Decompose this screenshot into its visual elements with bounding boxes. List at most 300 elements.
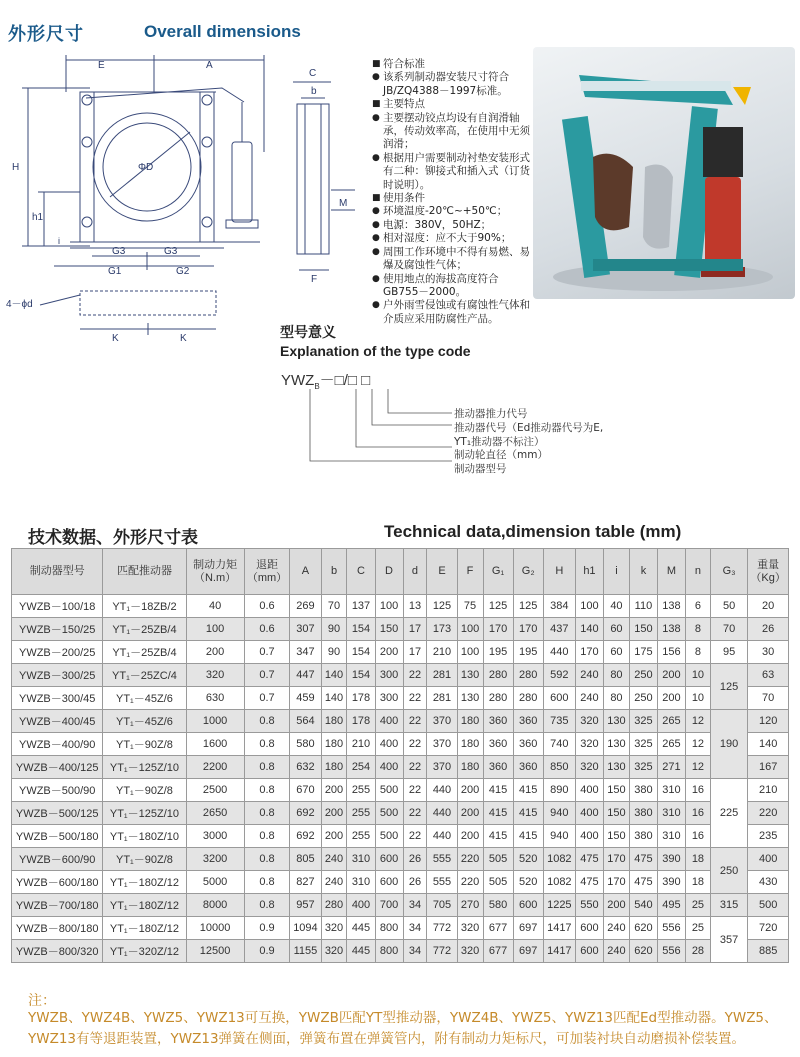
table-cell: YT₁－90Z/8 [103,779,186,802]
table-cell: YWZB－500/180 [12,825,103,848]
table-cell: 270 [457,894,483,917]
table-cell: 384 [543,595,575,618]
table-cell: 415 [513,802,543,825]
table-cell: YT₁－45Z/6 [103,710,186,733]
dim-G1-label: G1 [108,266,122,277]
table-cell: 60 [603,618,629,641]
note-text: YWZB、YWZ4B、YWZ5、YWZ13可互换，YWZB匹配YT型推动器，YWZ4B、YWZ5、YWZ13匹配Ed型推动器。YWZ5、YWZ13有等退距装置，YWZ13弹簧在侧面，弹簧布置在弹簧管内，附有制动力矩标尺，可加装衬块自动磨损补偿装置。 [28,1010,778,1047]
feature-item [372,219,532,232]
table-cell: 178 [347,710,375,733]
table-cell: 0.7 [244,687,290,710]
table-row [12,825,789,848]
table-cell: 195 [483,641,513,664]
feature-text: 电源：380V，50HZ； [383,218,492,231]
table-cell: YWZB－600/180 [12,871,103,894]
table-cell: 0.8 [244,894,290,917]
features-list [372,58,532,326]
table-cell: 26 [748,618,789,641]
column-header: A [290,549,321,595]
table-cell: YWZB－400/125 [12,756,103,779]
table-cell: 180 [321,733,347,756]
table-cell: 307 [290,618,321,641]
table-cell: 1094 [290,917,321,940]
table-cell: 600 [375,848,403,871]
table-cell: 495 [657,894,685,917]
table-cell: 475 [629,871,657,894]
feature-text: 环境温度-20℃~+50℃； [383,205,508,218]
bullet-icon: ■ [372,193,381,204]
table-cell: 700 [375,894,403,917]
table-cell: YT₁－180Z/10 [103,825,186,848]
table-cell: 630 [186,687,244,710]
table-cell: 180 [321,710,347,733]
feature-item [372,192,532,205]
table-cell: 445 [347,917,375,940]
table-cell: 150 [603,779,629,802]
table-cell: 125 [513,595,543,618]
table-cell: 1417 [543,917,575,940]
table-cell: YT₁－90Z/8 [103,848,186,871]
table-cell: 380 [629,825,657,848]
table-cell: 440 [543,641,575,664]
table-cell: 269 [290,595,321,618]
table-row [12,894,789,917]
column-header: d [403,549,427,595]
table-cell: 156 [657,641,685,664]
table-cell: 580 [290,733,321,756]
dim-G3-right-label: G3 [164,246,178,257]
table-cell: 265 [657,733,685,756]
table-cell: 692 [290,802,321,825]
table-cell: 130 [457,687,483,710]
table-cell: 320 [575,710,603,733]
column-header: 退距 （mm） [244,549,290,595]
table-cell: YT₁－125Z/10 [103,756,186,779]
table-cell: 34 [403,940,427,963]
table-cell: 735 [543,710,575,733]
table-cell: YT₁－18ZB/2 [103,595,186,618]
table-cell-g3: 95 [710,641,747,664]
table-cell: 254 [347,756,375,779]
table-cell: 200 [657,664,685,687]
table-cell: 17 [403,618,427,641]
table-cell: 200 [375,641,403,664]
feature-text: 相对湿度：应不大于90%； [383,232,512,245]
table-cell: 580 [483,894,513,917]
bullet-icon: ● [372,219,380,230]
table-cell-g3: 315 [710,894,747,917]
column-header: E [427,549,457,595]
bullet-icon: ● [372,152,380,163]
table-cell: 12 [685,733,710,756]
table-cell: 720 [748,917,789,940]
table-cell: YWZB－700/180 [12,894,103,917]
table-cell: 800 [375,917,403,940]
table-cell: 850 [543,756,575,779]
note-title: 注： [28,993,56,1009]
table-cell: 12 [685,756,710,779]
table-cell: 28 [685,940,710,963]
table-cell: 255 [347,802,375,825]
table-cell: 12500 [186,940,244,963]
table-cell: 10000 [186,917,244,940]
table-cell: 705 [427,894,457,917]
table-row [12,618,789,641]
table-cell: 697 [513,940,543,963]
table-cell: 415 [513,779,543,802]
feature-text: 使用条件 [383,192,425,205]
table-row [12,664,789,687]
table-cell-g3: 125 [710,664,747,710]
table-cell: 150 [603,802,629,825]
dim-phiD-label: ΦD [138,162,154,173]
table-cell: 70 [321,595,347,618]
table-cell: 13 [403,595,427,618]
table-cell: 0.8 [244,825,290,848]
table-cell: 22 [403,664,427,687]
table-cell: 0.6 [244,595,290,618]
table-cell: 0.8 [244,779,290,802]
table-cell: 25 [685,894,710,917]
table-cell: 63 [748,664,789,687]
table-cell: YWZB－300/25 [12,664,103,687]
table-cell: 0.9 [244,940,290,963]
table-cell: 25 [685,917,710,940]
table-cell: 540 [629,894,657,917]
table-cell: 75 [457,595,483,618]
table-cell: 475 [629,848,657,871]
table-cell: 34 [403,894,427,917]
column-header: 匹配推动器 [103,549,186,595]
side-view-drawing [285,60,365,290]
table-row [12,756,789,779]
table-cell: 800 [375,940,403,963]
table-cell: 255 [347,779,375,802]
table-cell: 200 [186,641,244,664]
feature-text: 符合标准 [383,58,425,70]
table-cell: 220 [748,802,789,825]
table-cell: 957 [290,894,321,917]
table-cell: 300 [375,664,403,687]
table-cell: 200 [321,779,347,802]
table-cell: 265 [657,710,685,733]
table-cell: 100 [375,595,403,618]
table-cell: 240 [321,871,347,894]
table-cell: YT₁－320Z/12 [103,940,186,963]
table-cell: 440 [427,825,457,848]
table-cell: 1155 [290,940,321,963]
table-cell: 200 [321,825,347,848]
table-cell: 320 [575,756,603,779]
table-cell-g3: 50 [710,595,747,618]
table-cell: 16 [685,802,710,825]
table-cell: YT₁－25ZC/4 [103,664,186,687]
table-cell: 320 [321,940,347,963]
dim-C-label: C [309,68,317,79]
table-cell: YT₁－180Z/12 [103,871,186,894]
table-row [12,917,789,940]
table-cell: 3000 [186,825,244,848]
table-cell: 173 [427,618,457,641]
table-cell: 138 [657,595,685,618]
table-cell: YWZB－400/45 [12,710,103,733]
table-row [12,848,789,871]
table-cell: 170 [603,848,629,871]
dim-H-label: H [12,162,20,173]
table-cell: 437 [543,618,575,641]
table-cell: 22 [403,733,427,756]
table-cell: YWZB－600/90 [12,848,103,871]
table-cell: 310 [347,871,375,894]
table-cell: 620 [629,917,657,940]
table-cell: 18 [685,848,710,871]
feature-item [372,299,532,326]
table-cell: 280 [483,687,513,710]
table-cell: 210 [748,779,789,802]
table-cell: 167 [748,756,789,779]
table-cell: 555 [427,871,457,894]
table-cell: 154 [347,618,375,641]
feature-text: 主要特点 [383,98,425,111]
table-cell: 90 [321,618,347,641]
table-cell: 240 [575,664,603,687]
table-cell: 22 [403,779,427,802]
table-cell: 120 [748,710,789,733]
table-cell: 592 [543,664,575,687]
table-cell: 150 [603,825,629,848]
table-cell: 440 [427,779,457,802]
table-cell: 692 [290,825,321,848]
table-cell: 555 [427,848,457,871]
table-cell: YWZB－800/320 [12,940,103,963]
table-cell: 360 [483,733,513,756]
column-header: C [347,549,375,595]
table-cell: 125 [427,595,457,618]
table-cell: 200 [457,825,483,848]
table-cell: 130 [603,710,629,733]
table-cell: 16 [685,825,710,848]
table-cell: YT₁－125Z/10 [103,802,186,825]
table-cell: 370 [427,733,457,756]
table-cell: 415 [483,802,513,825]
section-title-en: Overall dimensions [144,22,301,41]
table-row [12,641,789,664]
table-cell: 2500 [186,779,244,802]
column-header: 重量 （Kg） [748,549,789,595]
table-cell: 235 [748,825,789,848]
table-cell: 0.8 [244,848,290,871]
dim-G3-left-label: G3 [112,246,126,257]
front-view-drawing [0,52,270,292]
product-photo [533,47,795,299]
feature-item [372,98,532,111]
table-cell: 1082 [543,871,575,894]
table-cell: 1225 [543,894,575,917]
table-cell: 154 [347,641,375,664]
table-cell: 170 [483,618,513,641]
dim-K-right-label: K [180,333,187,344]
table-cell: 0.7 [244,664,290,687]
table-cell: 280 [483,664,513,687]
table-cell: 280 [321,894,347,917]
table-cell: 137 [347,595,375,618]
table-cell: 100 [575,595,603,618]
table-cell: 400 [575,779,603,802]
table-cell: 320 [186,664,244,687]
table-cell: 400 [375,756,403,779]
type-code-label-2: 推动器代号（Ed推动器代号为E, [454,422,604,434]
column-header: 制动力矩 （N.m） [186,549,244,595]
column-header: M [657,549,685,595]
table-cell: 281 [427,687,457,710]
table-cell: 200 [457,779,483,802]
table-cell: 22 [403,710,427,733]
table-row [12,871,789,894]
table-cell: 100 [186,618,244,641]
base-plate-drawing [0,285,240,345]
table-cell: 80 [603,687,629,710]
table-cell: 677 [483,917,513,940]
bullet-icon: ● [372,112,380,123]
table-cell: 140 [321,664,347,687]
feature-item [372,246,532,273]
feature-item [372,112,532,152]
type-code-label-1: 推动器推力代号 [454,408,528,420]
dim-4phid-label: 4－ϕd [6,299,33,310]
bullet-icon: ● [372,72,380,83]
feature-text: 周围工作环境中不得有易燃、易爆及腐蚀性气体； [383,245,530,272]
table-cell: 210 [427,641,457,664]
table-cell: 400 [375,733,403,756]
bullet-icon: ● [372,273,380,284]
dim-M-label: M [339,198,348,209]
table-cell: YT₁－90Z/8 [103,733,186,756]
bullet-icon: ■ [372,99,381,110]
table-cell: 550 [575,894,603,917]
section-title-cn: 外形尺寸 [8,24,84,45]
table-cell: 70 [748,687,789,710]
table-cell: 310 [657,779,685,802]
table-cell: YT₁－45Z/6 [103,687,186,710]
table-cell: 0.9 [244,917,290,940]
table-cell: 110 [629,595,657,618]
feature-text: 使用地点的海拔高度符合GB755－2000。 [383,272,499,298]
feature-text: 户外雨雪侵蚀或有腐蚀性气体和介质应采用防腐性产品。 [383,299,530,325]
dim-K-left-label: K [112,333,119,344]
table-cell: 320 [457,917,483,940]
table-cell: 1600 [186,733,244,756]
table-cell: 22 [403,802,427,825]
table-cell: 600 [513,894,543,917]
table-cell: YWZB－300/45 [12,687,103,710]
table-cell: 280 [513,664,543,687]
column-header: G₂ [513,549,543,595]
table-cell: 600 [375,871,403,894]
table-cell: 0.7 [244,641,290,664]
table-cell-g3: 190 [710,710,747,779]
feature-item [372,152,532,192]
column-header: D [375,549,403,595]
table-cell: 520 [513,848,543,871]
table-cell: 195 [513,641,543,664]
table-cell: 34 [403,917,427,940]
type-code-sub: B [314,382,320,391]
table-cell: 200 [457,802,483,825]
table-cell: 26 [403,871,427,894]
table-cell: 250 [629,687,657,710]
table-title-en: Technical data,dimension table (mm) [384,522,682,541]
table-cell: 500 [748,894,789,917]
feature-item [372,58,532,71]
feature-text: 根据用户需要制动衬垫安装形式有二种：铆接式和插入式（订货时说明）。 [383,151,530,191]
table-cell: 130 [457,664,483,687]
table-cell: 170 [603,871,629,894]
table-cell: 772 [427,940,457,963]
table-cell: 100 [457,641,483,664]
table-cell: 505 [483,848,513,871]
type-code-main: YWZ [281,372,315,389]
table-row [12,802,789,825]
table-cell: 320 [575,733,603,756]
table-cell: 827 [290,871,321,894]
table-cell: 500 [375,825,403,848]
table-cell: 1417 [543,940,575,963]
table-cell-g3: 357 [710,917,747,963]
table-cell: 40 [186,595,244,618]
column-header: i [603,549,629,595]
table-row [12,779,789,802]
dim-E-label: E [98,60,105,71]
table-cell: YT₁－180Z/12 [103,917,186,940]
table-cell: 140 [575,618,603,641]
table-cell: 677 [483,940,513,963]
table-cell: 0.6 [244,618,290,641]
table-cell: 390 [657,871,685,894]
table-cell: 380 [629,802,657,825]
table-cell: 60 [603,641,629,664]
table-cell: 300 [375,687,403,710]
table-cell: 556 [657,917,685,940]
table-cell: 30 [748,641,789,664]
bullet-icon: ■ [372,59,381,69]
feature-item [372,232,532,245]
table-cell: YWZB－800/180 [12,917,103,940]
table-cell: 20 [748,595,789,618]
table-cell: 2200 [186,756,244,779]
table-cell: 400 [375,710,403,733]
table-cell: 740 [543,733,575,756]
table-cell: 240 [321,848,347,871]
table-cell: 125 [483,595,513,618]
table-cell: 556 [657,940,685,963]
table-cell: 170 [575,641,603,664]
feature-text: 主要摆动铰点均设有自润滑轴承，传动效率高，在使用中无须润滑； [383,111,530,151]
table-cell: 475 [575,871,603,894]
column-header: b [321,549,347,595]
table-cell: 380 [629,779,657,802]
dim-i-label: i [58,236,60,246]
table-cell: YWZB－100/18 [12,595,103,618]
table-cell: 8 [685,618,710,641]
table-cell: YT₁－25ZB/4 [103,618,186,641]
table-cell: YWZB－200/25 [12,641,103,664]
table-cell: 240 [603,940,629,963]
table-cell: 360 [483,710,513,733]
table-cell: 310 [657,802,685,825]
table-cell: 475 [575,848,603,871]
table-cell: YWZB－400/90 [12,733,103,756]
table-cell: 22 [403,756,427,779]
